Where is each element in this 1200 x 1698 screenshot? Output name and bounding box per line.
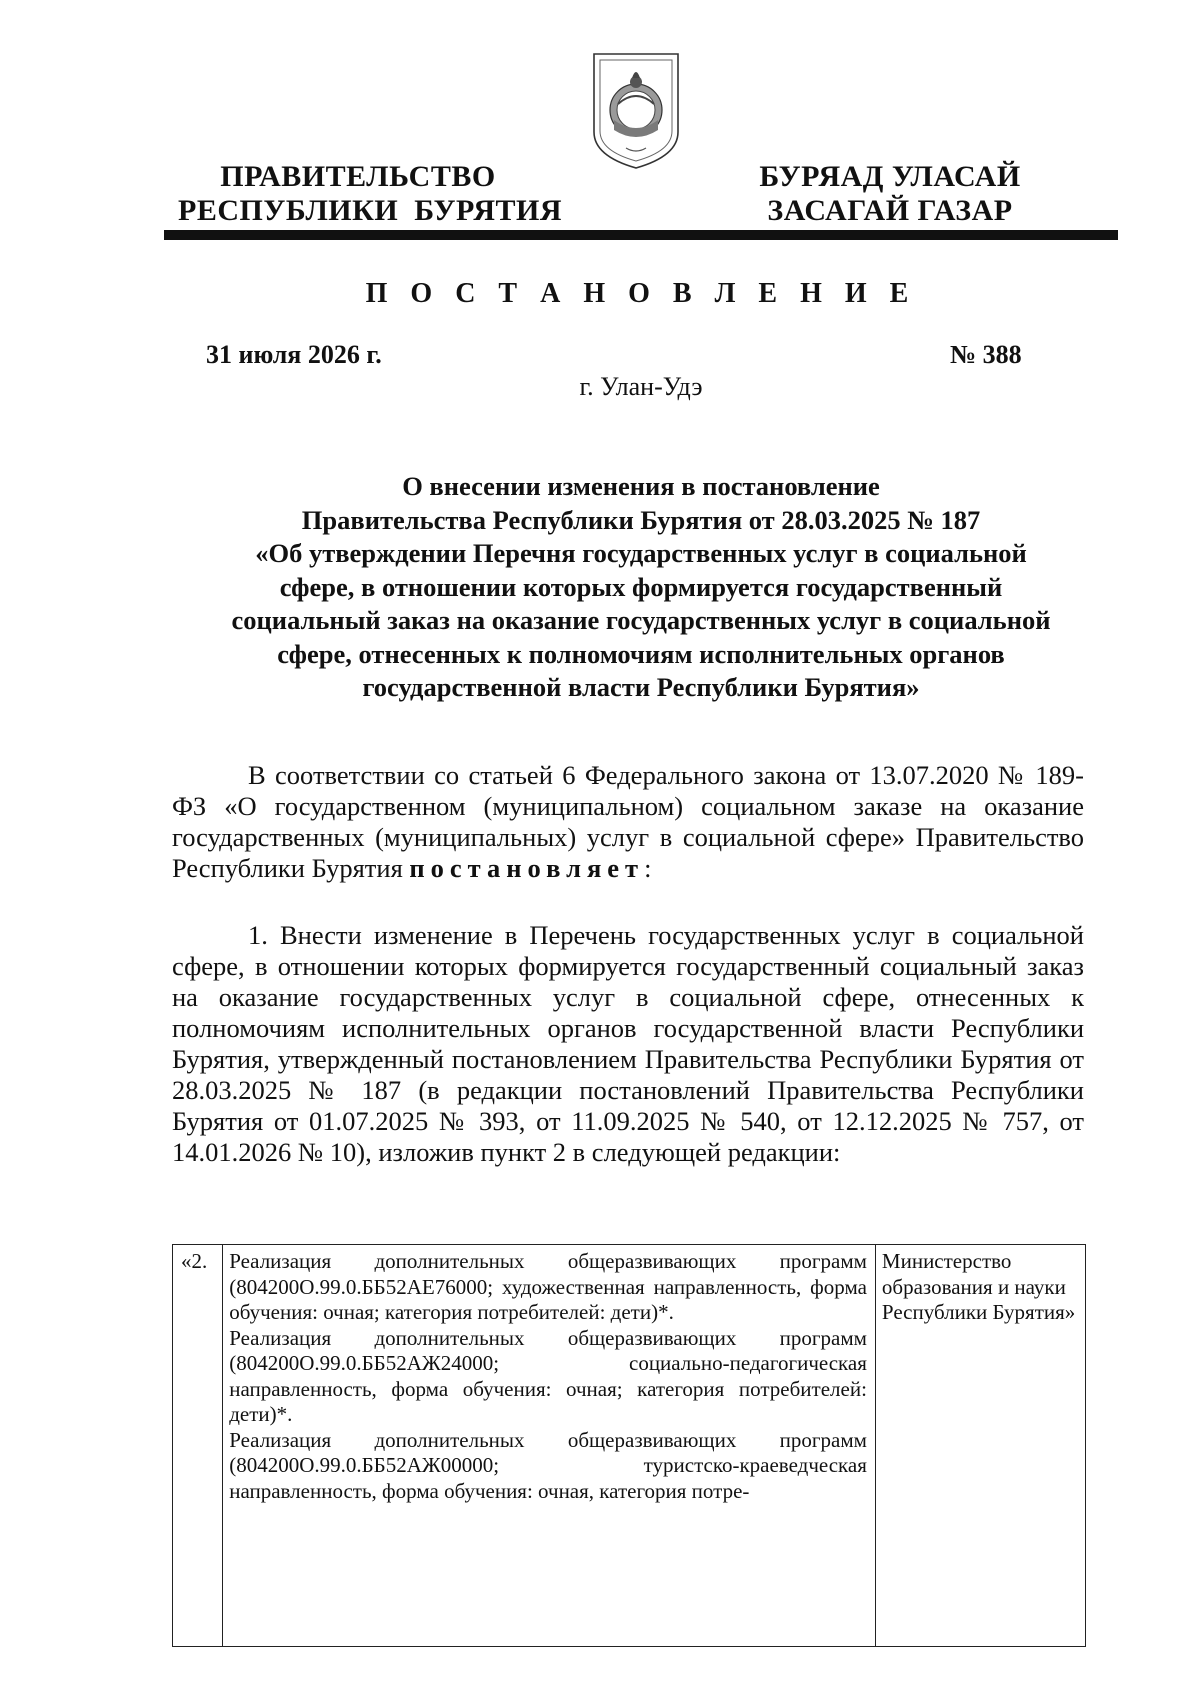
service-item: Реализация дополнительных общеразвивающих программ (804200О.99.0.ББ52АЕ76000; художественная направленность, форма обучения: очная; категория потребителей: дети)*. bbox=[229, 1249, 867, 1324]
amendment-table bbox=[172, 1244, 1086, 1647]
preamble-end: : bbox=[644, 853, 652, 883]
service-item: Реализация дополнительных общеразвивающих программ (804200О.99.0.ББ52АЖ24000; социально-педагогическая направленность, форма обучения: очная; категория потребителей: дети)*. bbox=[229, 1325, 867, 1426]
government-name-line1: ПРАВИТЕЛЬСТВО bbox=[220, 160, 496, 193]
government-name-line2: РЕСПУБЛИКИ БУРЯТИЯ bbox=[178, 194, 563, 227]
row-number-cell: «2. bbox=[173, 1245, 223, 1647]
table-row bbox=[173, 1245, 1086, 1647]
authority-cell: Министерство образования и науки Республики Бурятия» bbox=[875, 1245, 1085, 1647]
document-number: № 388 bbox=[950, 340, 1022, 369]
document-date: 31 июля 2026 г. bbox=[206, 340, 382, 369]
government-name-buryat-line2: ЗАСАГАЙ ГАЗАР bbox=[767, 194, 1013, 227]
document-subject bbox=[170, 470, 1112, 705]
subject-line: государственной власти Республики Бурятия» bbox=[362, 672, 920, 702]
clause-1-paragraph: 1. Внести изменение в Перечень государственных услуг в социальной сфере, в отношении которых формируется государственный социальный заказ на оказание государственных услуг в социальной сфере, отнесенных к полномочиям исполнительных органов государственной власти Республики Бурятия, утвержденный постановлением Правительства Республики Бурятия от 28.03.2025 № 187 (в редакции постановлений Правительства Республики Бурятия от 01.07.2025 № 393, от 11.09.2025 № 540, от 12.12.2025 № 757, от 14.01.2026 № 10), изложив пункт 2 в следующей редакции: bbox=[172, 920, 1084, 1167]
document-city: г. Улан-Удэ bbox=[579, 372, 703, 401]
resolves-verb: постановляет bbox=[409, 853, 645, 883]
header-divider bbox=[164, 230, 1118, 240]
preamble-paragraph bbox=[172, 760, 1084, 884]
service-item: Реализация дополнительных общеразвивающих программ (804200О.99.0.ББ52АЖ00000; туристско-краеведческая направленность, форма обучения: очная, категория потре- bbox=[229, 1427, 867, 1503]
government-name-buryat bbox=[742, 160, 1038, 228]
subject-line: сфере, в отношении которых формируется государственный bbox=[279, 571, 1003, 602]
subject-line: социальный заказ на оказание государственных услуг в социальной bbox=[231, 605, 1051, 635]
preamble-text: В соответствии со статьей 6 Федерального закона от 13.07.2020 № 189-ФЗ «О государственном (муниципальном) социальном заказе на оказание государственных (муниципальных) услуг в социальной сфере» Правительство Республики Бурятия bbox=[172, 760, 1084, 883]
subject-line: «Об утверждении Перечня государственных услуг в социальной bbox=[255, 538, 1027, 568]
government-name-buryat-line1: БУРЯАД УЛАСАЙ bbox=[759, 160, 1021, 193]
document-type: П О С Т А Н О В Л Е Н И Е bbox=[365, 278, 917, 309]
coat-of-arms-icon bbox=[588, 48, 684, 172]
subject-line: О внесении изменения в постановление bbox=[402, 471, 880, 501]
subject-line: сфере, отнесенных к полномочиям исполнительных органов bbox=[277, 638, 1005, 669]
government-name-russian bbox=[178, 160, 563, 228]
subject-line: Правительства Республики Бурятия от 28.03.2025 № 187 bbox=[301, 504, 981, 535]
services-cell bbox=[223, 1245, 876, 1647]
